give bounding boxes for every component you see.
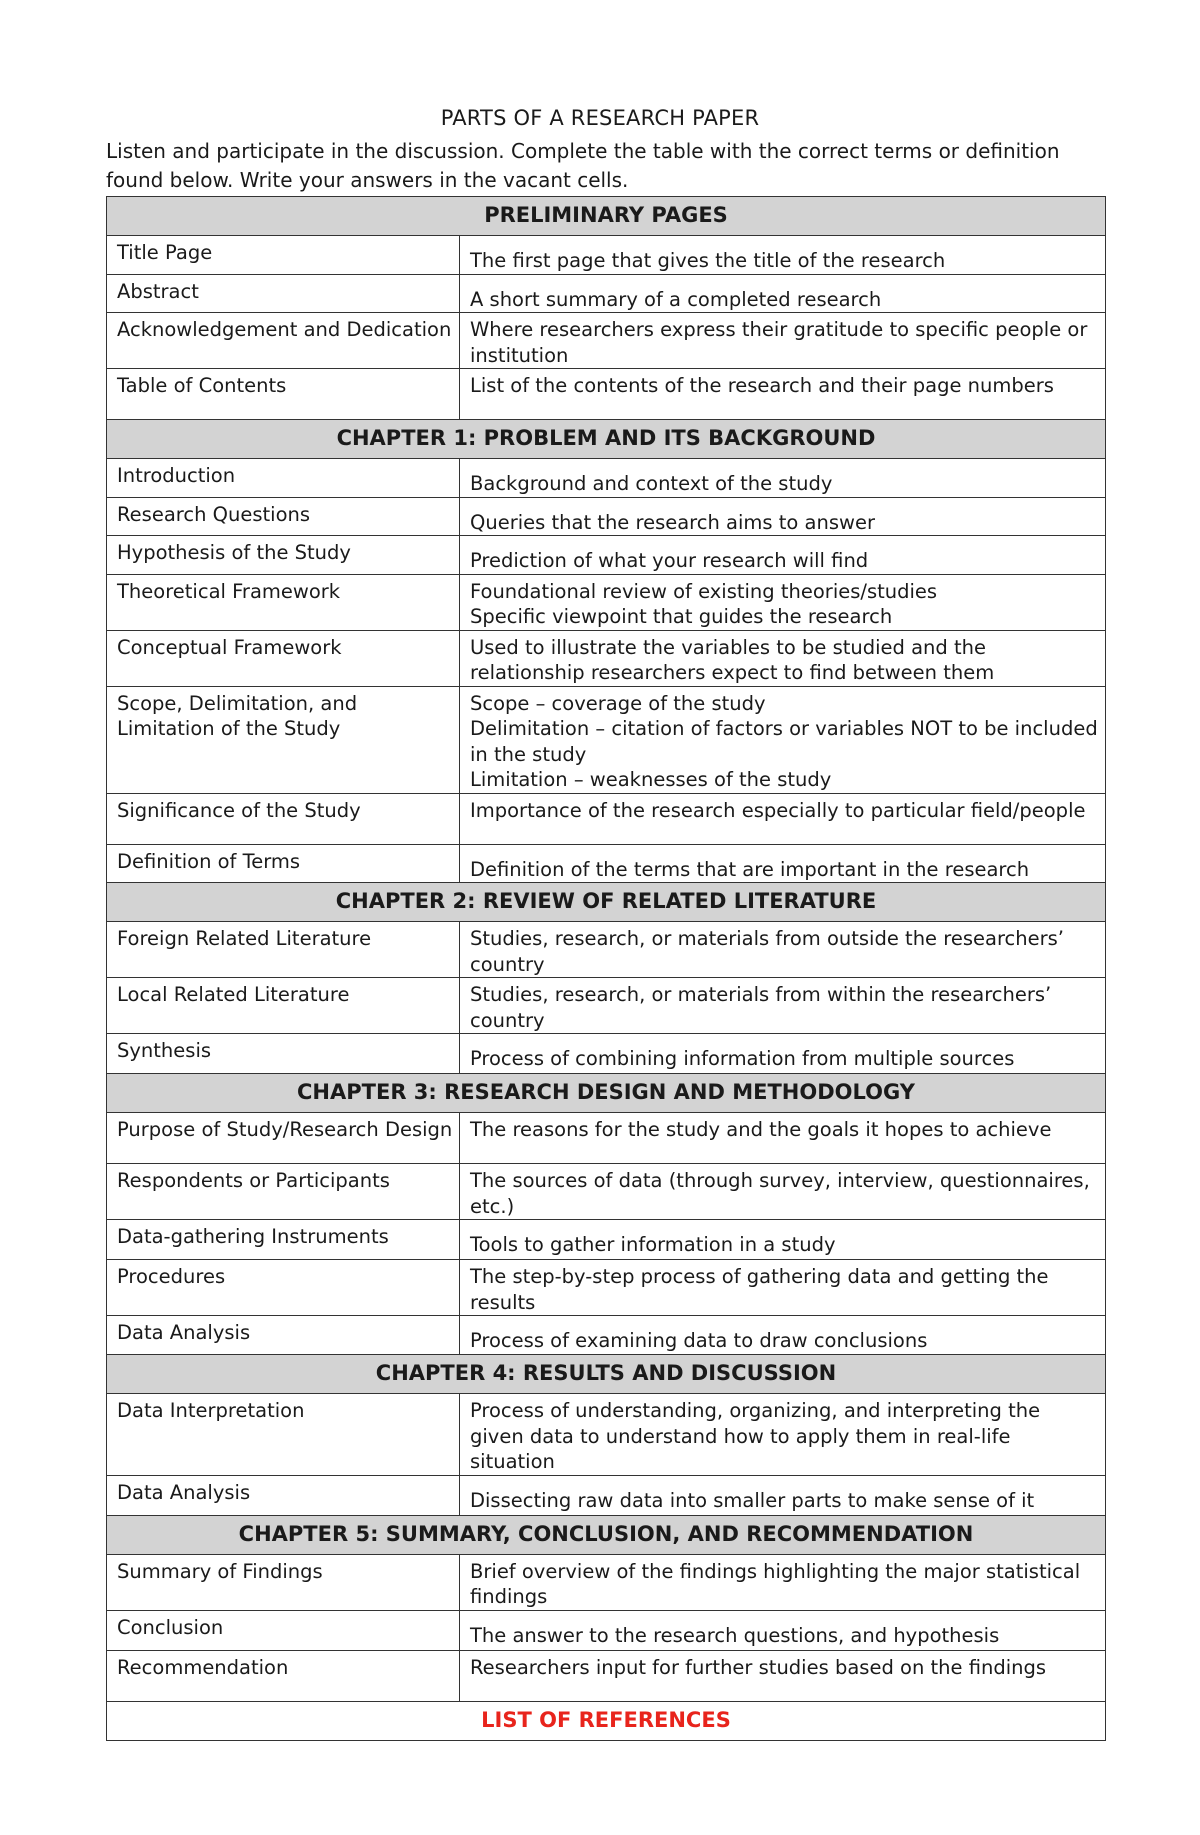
definition-cell: Queries that the research aims to answer [460,497,1106,536]
term-cell: Local Related Literature [107,978,460,1034]
section-heading: CHAPTER 2: REVIEW OF RELATED LITERATURE [107,883,1106,922]
term-cell: Procedures [107,1260,460,1316]
term-cell: Hypothesis of the Study [107,536,460,575]
term-cell: Recommendation [107,1650,460,1701]
definition-cell: Where researchers express their gratitude to specific people or institution [460,313,1106,369]
definition-cell: Prediction of what your research will find [460,536,1106,575]
term-cell: Respondents or Participants [107,1164,460,1220]
definition-line: Specific viewpoint that guides the research [470,605,893,628]
references-heading: LIST OF REFERENCES [107,1701,1106,1740]
definition-cell: Process of combining information from multiple sources [460,1034,1106,1074]
instructions: Listen and participate in the discussion. Complete the table with the correct terms or definition found below. Write your answers in the vacant cells. [106,139,1060,192]
definition-cell: List of the contents of the research and their page numbers [460,369,1106,420]
definition-cell: Studies, research, or materials from within the researchers’ country [460,978,1106,1034]
term-cell: Conclusion [107,1610,460,1650]
section-heading: CHAPTER 1: PROBLEM AND ITS BACKGROUND [107,420,1106,459]
definition-cell: Process of examining data to draw conclusions [460,1316,1106,1355]
definition-line: Foundational review of existing theories/studies [470,579,938,603]
definition-cell: Studies, research, or materials from outside the researchers’ country [460,922,1106,978]
definition-cell [460,574,1106,630]
definition-line: Limitation – weaknesses of the study [470,768,832,791]
term-cell: Significance of the Study [107,793,460,844]
term-cell: Conceptual Framework [107,630,460,686]
term-cell: Summary of Findings [107,1554,460,1610]
term-cell: Data Analysis [107,1316,460,1355]
term-cell: Abstract [107,274,460,313]
definition-line: Scope – coverage of the study [470,691,766,715]
term-cell: Table of Contents [107,369,460,420]
definition-line: Delimitation – citation of factors or variables NOT to be included in the study [470,717,1098,766]
definition-cell: Definition of the terms that are important in the research [460,844,1106,883]
definition-cell: Brief overview of the findings highlighting the major statistical findings [460,1554,1106,1610]
definition-cell: The reasons for the study and the goals it hopes to achieve [460,1113,1106,1164]
page-title: PARTS OF A RESEARCH PAPER [440,106,760,130]
definition-cell [460,686,1106,793]
definition-cell: Background and context of the study [460,459,1106,498]
research-paper-table [106,196,1106,1741]
definition-cell: The step-by-step process of gathering data and getting the results [460,1260,1106,1316]
definition-cell: Tools to gather information in a study [460,1220,1106,1260]
section-heading: CHAPTER 3: RESEARCH DESIGN AND METHODOLOGY [107,1074,1106,1113]
section-heading: PRELIMINARY PAGES [107,197,1106,236]
term-cell: Introduction [107,459,460,498]
definition-cell: The first page that gives the title of the research [460,236,1106,275]
term-cell: Scope, Delimitation, and Limitation of the Study [107,686,460,793]
definition-cell: The sources of data (through survey, interview, questionnaires, etc.) [460,1164,1106,1220]
term-cell: Acknowledgement and Dedication [107,313,460,369]
term-cell: Purpose of Study/Research Design [107,1113,460,1164]
term-cell: Data Analysis [107,1475,460,1515]
definition-cell: Dissecting raw data into smaller parts to make sense of it [460,1475,1106,1515]
definition-cell: Process of understanding, organizing, and interpreting the given data to understand how to apply them in real-life situation [460,1394,1106,1476]
definition-cell: Researchers input for further studies based on the findings [460,1650,1106,1701]
term-cell: Foreign Related Literature [107,922,460,978]
definition-cell: The answer to the research questions, and hypothesis [460,1610,1106,1650]
section-heading: CHAPTER 5: SUMMARY, CONCLUSION, AND RECOMMENDATION [107,1515,1106,1554]
definition-cell: Importance of the research especially to particular field/people [460,793,1106,844]
term-cell: Title Page [107,236,460,275]
term-cell: Data-gathering Instruments [107,1220,460,1260]
term-cell: Data Interpretation [107,1394,460,1476]
term-cell: Theoretical Framework [107,574,460,630]
section-heading: CHAPTER 4: RESULTS AND DISCUSSION [107,1355,1106,1394]
term-cell: Synthesis [107,1034,460,1074]
term-cell: Research Questions [107,497,460,536]
definition-cell: A short summary of a completed research [460,274,1106,313]
term-cell: Definition of Terms [107,844,460,883]
definition-cell: Used to illustrate the variables to be studied and the relationship researchers expect to find between them [460,630,1106,686]
